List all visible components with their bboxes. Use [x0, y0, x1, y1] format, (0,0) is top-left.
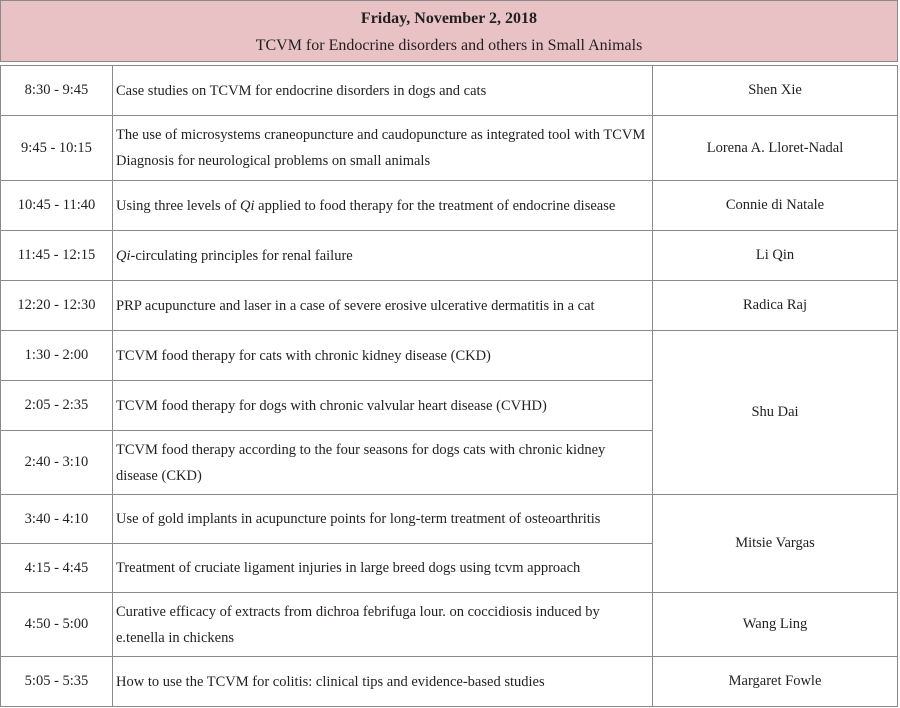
speaker-cell: Connie di Natale	[653, 181, 898, 231]
speaker-cell: Shu Dai	[653, 331, 898, 495]
time-cell: 3:40 - 4:10	[1, 495, 113, 544]
topic-cell: TCVM food therapy for cats with chronic kidney disease (CKD)	[113, 331, 653, 381]
topic-cell: Case studies on TCVM for endocrine disorders in dogs and cats	[113, 66, 653, 116]
time-cell: 11:45 - 12:15	[1, 231, 113, 281]
table-row	[1, 231, 898, 281]
time-cell: 10:45 - 11:40	[1, 181, 113, 231]
schedule-table	[0, 65, 898, 707]
speaker-cell: Shen Xie	[653, 66, 898, 116]
time-cell: 12:20 - 12:30	[1, 281, 113, 331]
session-theme: TCVM for Endocrine disorders and others in Small Animals	[255, 37, 643, 54]
topic-cell: TCVM food therapy according to the four seasons for dogs cats with chronic kidney disease (CKD)	[113, 431, 653, 495]
topic-text: -circulating principles for renal failure	[130, 247, 353, 264]
topic-cell: TCVM food therapy for dogs with chronic valvular heart disease (CVHD)	[113, 381, 653, 431]
qi-term: Qi	[240, 197, 255, 214]
topic-cell: Treatment of cruciate ligament injuries in large breed dogs using tcvm approach	[113, 544, 653, 593]
table-row	[1, 657, 898, 707]
topic-cell: PRP acupuncture and laser in a case of severe erosive ulcerative dermatitis in a cat	[113, 281, 653, 331]
topic-cell	[113, 181, 653, 231]
table-row	[1, 116, 898, 181]
qi-term: Qi	[116, 247, 131, 264]
table-row	[1, 331, 898, 381]
table-row	[1, 495, 898, 544]
topic-text: applied to food therapy for the treatment of endocrine disease	[254, 197, 616, 214]
time-cell: 5:05 - 5:35	[1, 657, 113, 707]
speaker-cell: Margaret Fowle	[653, 657, 898, 707]
speaker-cell: Mitsie Vargas	[653, 495, 898, 593]
speaker-cell: Radica Raj	[653, 281, 898, 331]
speaker-cell: Lorena A. Lloret-Nadal	[653, 116, 898, 181]
schedule-header	[0, 0, 898, 62]
time-cell: 9:45 - 10:15	[1, 116, 113, 181]
topic-cell: Use of gold implants in acupuncture points for long-term treatment of osteoarthritis	[113, 495, 653, 544]
time-cell: 8:30 - 9:45	[1, 66, 113, 116]
table-row	[1, 181, 898, 231]
time-cell: 2:40 - 3:10	[1, 431, 113, 495]
topic-cell: How to use the TCVM for colitis: clinical tips and evidence-based studies	[113, 657, 653, 707]
time-cell: 2:05 - 2:35	[1, 381, 113, 431]
speaker-cell: Wang Ling	[653, 593, 898, 657]
topic-cell: Curative efficacy of extracts from dichroa febrifuga lour. on coccidiosis induced by e.tenella in chickens	[113, 593, 653, 657]
time-cell: 4:50 - 5:00	[1, 593, 113, 657]
time-cell: 4:15 - 4:45	[1, 544, 113, 593]
time-cell: 1:30 - 2:00	[1, 331, 113, 381]
table-row	[1, 281, 898, 331]
table-row	[1, 66, 898, 116]
topic-text: Using three levels of	[116, 197, 241, 214]
speaker-cell: Li Qin	[653, 231, 898, 281]
schedule-date: Friday, November 2, 2018	[360, 10, 538, 27]
topic-cell: The use of microsystems craneopuncture and caudopuncture as integrated tool with TCVM Diagnosis for neurological problems on small animals	[113, 116, 653, 181]
topic-cell	[113, 231, 653, 281]
table-row	[1, 593, 898, 657]
